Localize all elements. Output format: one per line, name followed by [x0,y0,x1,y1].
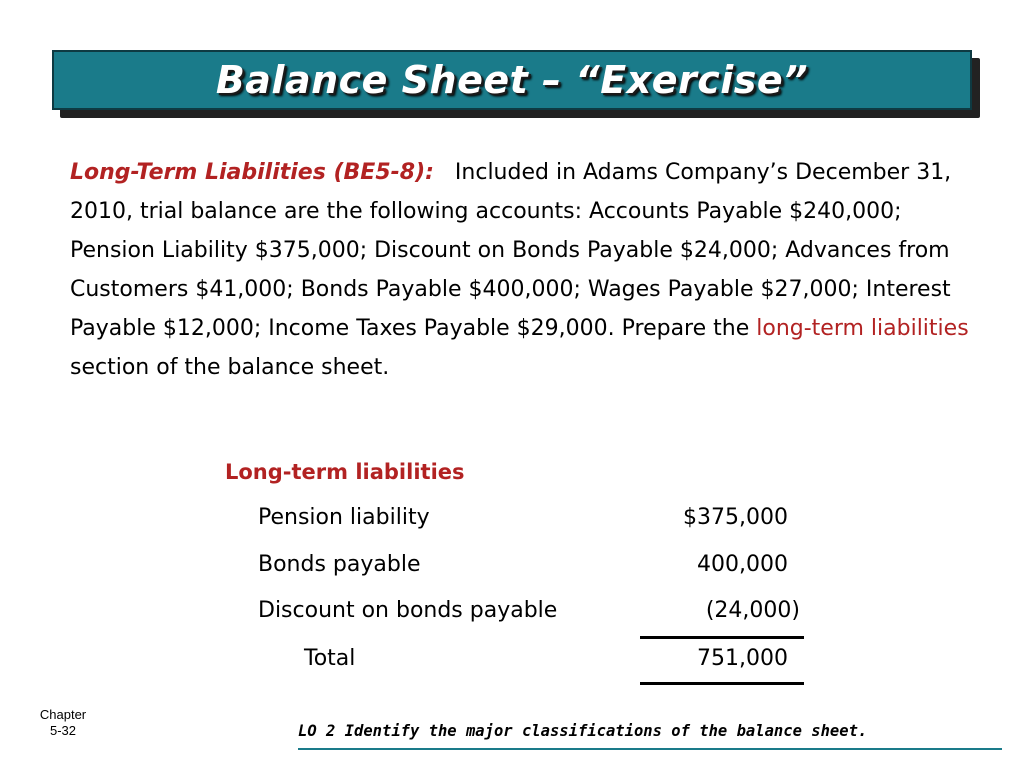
problem-text-end: section of the balance sheet. [70,355,390,380]
row-amount: $375,000 [683,505,788,530]
row-label: Bonds payable [258,552,421,577]
table-row [258,598,818,632]
problem-text: Included in Adams Company’s December 31, 2010, trial balance are the following accounts: Accounts Payable $240,000; Pension Liability $375,000; Discount on Bonds Payable $24,000; Advances from Customers $41,000; Bonds Payable $400,000; Wages Payable $27,000; Interest Payable $12,000; Income Taxes Payable $29,000. Prepare the [70,160,952,341]
footer-rule [298,748,1002,750]
row-label: Pension liability [258,505,430,530]
learning-objective: LO 2 Identify the major classifications of the balance sheet. [298,722,868,740]
row-amount: 400,000 [697,552,788,577]
solution-heading: Long-term liabilities [225,460,465,484]
total-label: Total [304,646,356,671]
chapter-label [28,707,98,739]
chapter-text: Chapter [39,707,87,722]
total-row [258,646,818,680]
total-rule [640,682,804,685]
problem-highlight: long-term liabilities [756,316,969,341]
table-row [258,552,818,586]
problem-heading: Long-Term Liabilities (BE5-8): [70,160,434,185]
row-label: Discount on bonds payable [258,598,558,623]
table-row [258,505,818,539]
subtotal-rule [640,636,804,639]
slide-title: Balance Sheet – “Exercise” [215,58,809,102]
chapter-page: 5-32 [49,723,77,738]
total-amount: 751,000 [697,646,788,671]
row-amount: (24,000) [705,598,800,623]
problem-statement [70,153,970,387]
title-bar [52,50,972,110]
